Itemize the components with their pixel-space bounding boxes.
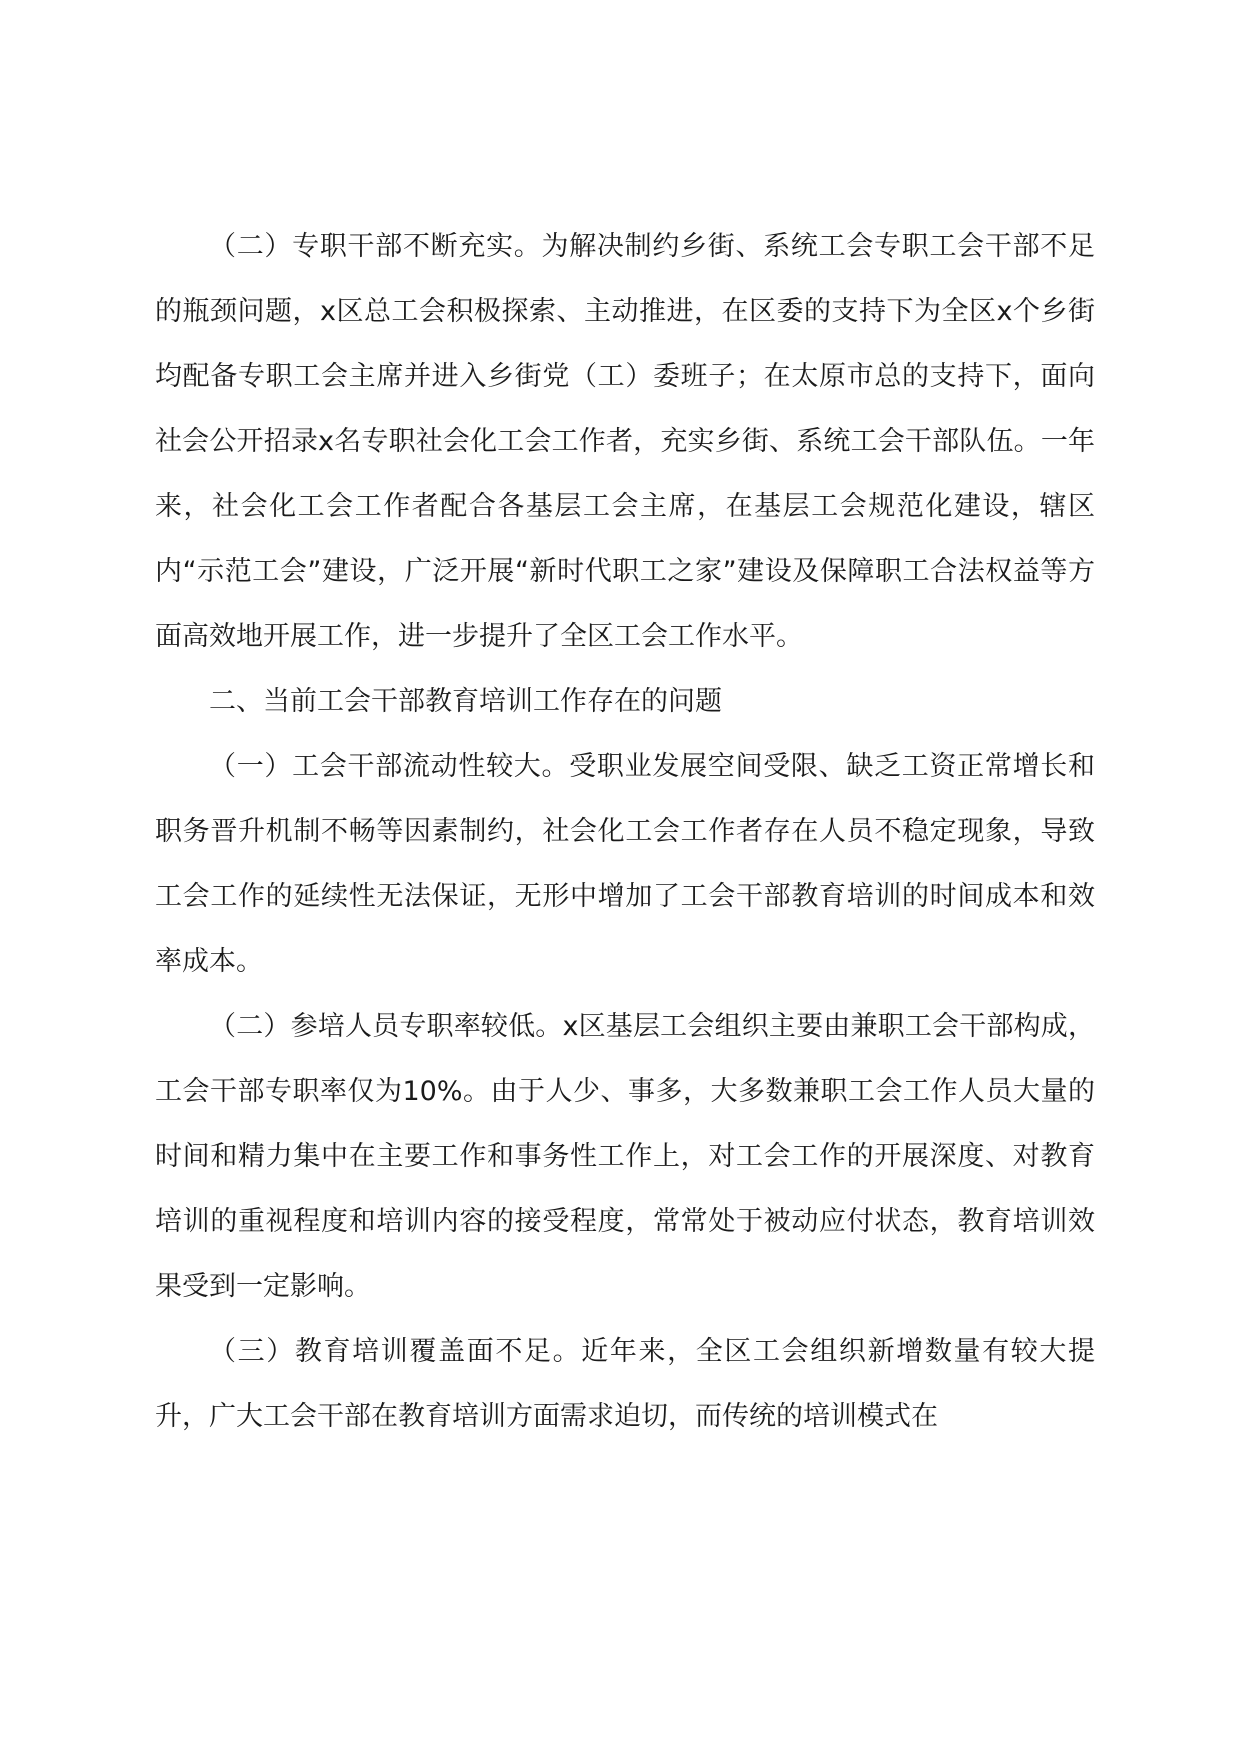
paragraph-full-time-rate: （二）参培人员专职率较低。x区基层工会组织主要由兼职工会干部构成，工会干部专职率仅为10%。由于人少、事多，大多数兼职工会工作人员大量的时间和精力集中在主要工作和事务性工作上，对工会工作的开展深度、对教育培训的重视程度和培训内容的接受程度，常常处于被动应付状态，教育培训效果受到一定影响。 (155, 1011, 1095, 1302)
paragraph-training-coverage: （三）教育培训覆盖面不足。近年来，全区工会组织新增数量有较大提升，广大工会干部在教育培训方面需求迫切，而传统的培训模式在 (155, 1336, 1095, 1432)
paragraph-cadre-mobility: （一）工会干部流动性较大。受职业发展空间受限、缺乏工资正常增长和职务晋升机制不畅等因素制约，社会化工会工作者存在人员不稳定现象，导致工会工作的延续性无法保证，无形中增加了工会干部教育培训的时间成本和效率成本。 (155, 751, 1095, 977)
section-heading-problems: 二、当前工会干部教育培训工作存在的问题 (209, 686, 722, 717)
document-body (155, 214, 1095, 1449)
paragraph-full-time-cadres: （二）专职干部不断充实。为解决制约乡街、系统工会专职工会干部不足的瓶颈问题，x区总工会积极探索、主动推进，在区委的支持下为全区x个乡街均配备专职工会主席并进入乡街党（工）委班子；在太原市总的支持下，面向社会公开招录x名专职社会化工会工作者，充实乡街、系统工会干部队伍。一年来，社会化工会工作者配合各基层工会主席，在基层工会规范化建设，辖区内“示范工会”建设，广泛开展“新时代职工之家”建设及保障职工合法权益等方面高效地开展工作，进一步提升了全区工会工作水平。 (155, 231, 1095, 652)
